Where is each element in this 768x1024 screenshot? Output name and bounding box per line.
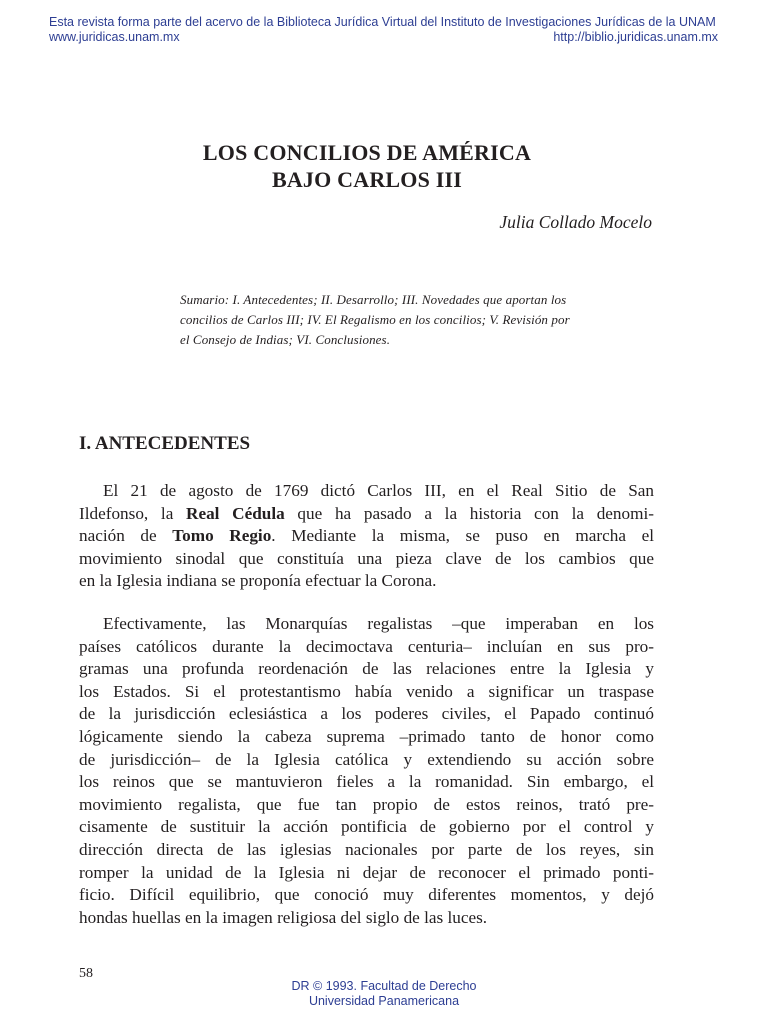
paragraph-line: los Estados. Si el protestantismo había venido a significar un traspase xyxy=(79,681,654,701)
paragraph-line: de la jurisdicción eclesiástica a los poderes civiles, el Papado continuó xyxy=(79,704,654,724)
paragraph-line: cisamente de sustituir la acción pontificia de gobierno por el control y xyxy=(79,817,654,837)
summary xyxy=(180,290,654,350)
summary-line: concilios de Carlos III; IV. El Regalismo en los concilios; V. Revisión por xyxy=(180,312,570,327)
text-run: que ha pasado a la historia con la denomi- xyxy=(284,503,654,523)
paragraph-line: lógicamente siendo la cabeza suprema –primado tanto de honor como xyxy=(79,726,654,746)
author-name: Julia Collado Mocelo xyxy=(499,212,652,232)
biblio-link[interactable]: http://biblio.juridicas.unam.mx xyxy=(553,30,718,44)
tomo-regio-term: Tomo Regio xyxy=(172,526,272,546)
publisher-name: Universidad Panamericana xyxy=(308,994,460,1008)
section-heading: I. ANTECEDENTES xyxy=(79,433,251,454)
paragraph-line: dirección directa de las iglesias nacionales por parte de los reyes, sin xyxy=(79,839,654,859)
real-cedula-term: Real Cédula xyxy=(186,503,285,523)
title-line-2: BAJO CARLOS III xyxy=(271,167,463,192)
paragraph-line xyxy=(79,503,654,526)
paragraph-line: en la Iglesia indiana se proponía efectuar la Corona. xyxy=(79,571,437,591)
juridicas-link[interactable]: www.juridicas.unam.mx xyxy=(49,30,180,44)
paragraph-line: gramas una profunda reordenación de las relaciones entre la Iglesia y xyxy=(79,659,654,679)
paragraph-line: movimiento regalista, que fue tan propio de estos reinos, trató pre- xyxy=(79,794,654,814)
header-links xyxy=(49,30,726,45)
paragraph-line: romper la unidad de la Iglesia ni dejar de reconocer el primado ponti- xyxy=(79,862,654,882)
paragraph-line: hondas huellas en la imagen religiosa del siglo de las luces. xyxy=(79,907,488,927)
paragraph-line: El 21 de agosto de 1769 dictó Carlos III, en el Real Sitio de San xyxy=(103,481,654,500)
paragraph-line: de jurisdicción– de la Iglesia católica y extendiendo su acción sobre xyxy=(79,749,654,769)
paragraph-line xyxy=(79,525,654,548)
repository-notice: Esta revista forma parte del acervo de la Biblioteca Jurídica Virtual del Instituto de Investigaciones Jurídicas de la UNAM xyxy=(49,15,716,29)
paragraph-1 xyxy=(79,480,654,593)
text-run: . Mediante la misma, se puso en marcha el xyxy=(271,526,654,546)
paragraph-line: los reinos que se mantuvieron fieles a la romanidad. Sin embargo, el xyxy=(79,772,654,792)
page-number: 58 xyxy=(79,966,93,981)
paragraph-line: Efectivamente, las Monarquías regalistas –que imperaban en los xyxy=(103,614,654,633)
summary-line: Sumario: I. Antecedentes; II. Desarrollo; III. Novedades que aportan los xyxy=(180,292,567,307)
paragraph-line: movimiento sinodal que constituía una pieza clave de los cambios que xyxy=(79,548,654,568)
paragraph-line: países católicos durante la decimoctava centuria– incluían en sus pro- xyxy=(79,636,654,656)
paragraph-2 xyxy=(79,613,654,929)
copyright-notice: DR © 1993. Facultad de Derecho xyxy=(291,979,477,993)
text-run: nación de xyxy=(79,526,173,546)
paragraph-line: ficio. Difícil equilibrio, que conoció muy diferentes momentos, y dejó xyxy=(79,885,654,905)
summary-line: el Consejo de Indias; VI. Conclusiones. xyxy=(180,332,391,347)
text-run: Ildefonso, la xyxy=(79,503,187,523)
article-title xyxy=(0,139,734,193)
title-line-1: LOS CONCILIOS DE AMÉRICA xyxy=(202,140,532,165)
